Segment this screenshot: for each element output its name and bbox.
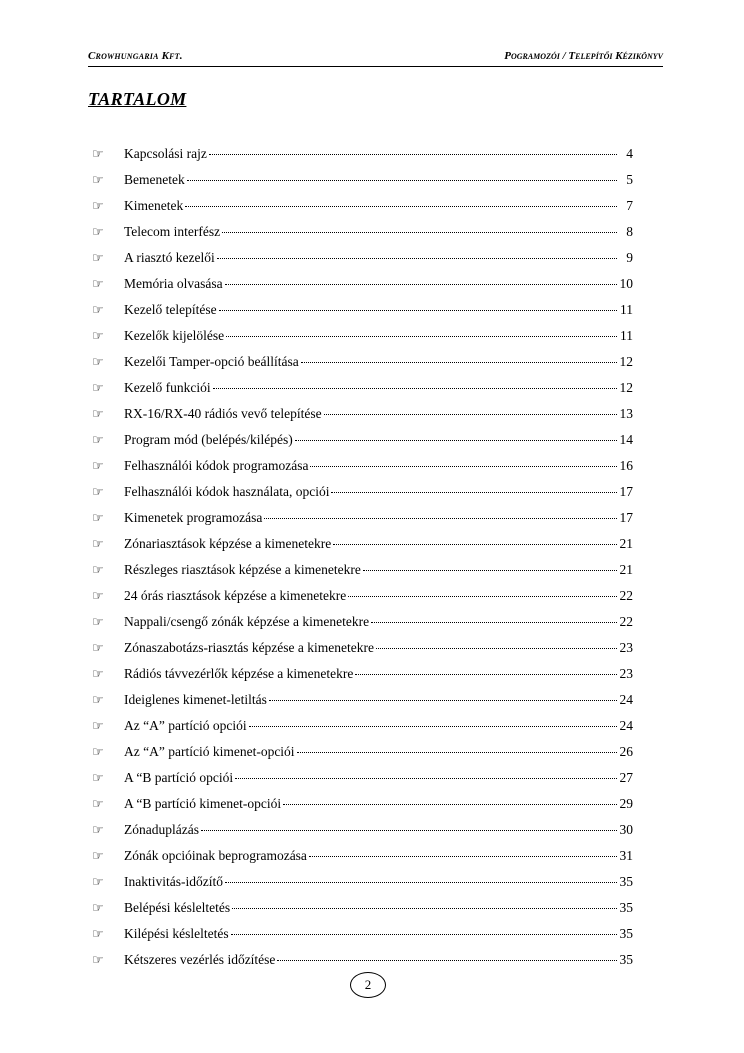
toc-line bbox=[124, 406, 633, 422]
toc-entry-label: Kezelői Tamper-opció beállítása bbox=[124, 354, 299, 369]
toc-entry-page: 35 bbox=[619, 874, 633, 889]
dot-leader bbox=[264, 517, 617, 519]
page-number: 2 bbox=[350, 972, 386, 998]
toc-line bbox=[124, 354, 633, 370]
toc-entry bbox=[92, 716, 633, 742]
toc-line bbox=[124, 718, 633, 734]
dot-leader bbox=[213, 387, 617, 389]
toc-entry bbox=[92, 768, 633, 794]
toc-entry-label: Rádiós távvezérlők képzése a kimenetekre bbox=[124, 666, 354, 681]
toc-entry bbox=[92, 170, 633, 196]
dot-leader bbox=[226, 335, 617, 337]
toc-entry bbox=[92, 612, 633, 638]
toc-entry-label: Kezelő telepítése bbox=[124, 302, 217, 317]
toc-line bbox=[124, 744, 633, 760]
toc-line bbox=[124, 432, 633, 448]
toc-entry-label: Az “A” partíció kimenet-opciói bbox=[124, 744, 295, 759]
dot-leader bbox=[363, 569, 617, 571]
pointing-hand-icon: ☞ bbox=[92, 225, 104, 240]
pointing-hand-icon: ☞ bbox=[92, 953, 104, 968]
pointing-hand-icon: ☞ bbox=[92, 797, 104, 812]
pointing-hand-icon: ☞ bbox=[92, 329, 104, 344]
toc-entry bbox=[92, 300, 633, 326]
toc-line bbox=[124, 536, 633, 552]
dot-leader bbox=[324, 413, 617, 415]
toc-entry bbox=[92, 872, 633, 898]
toc-entry-page: 23 bbox=[619, 666, 633, 681]
toc-entry-label: Az “A” partíció opciói bbox=[124, 718, 247, 733]
toc-entry-page: 35 bbox=[619, 926, 633, 941]
toc-entry bbox=[92, 846, 633, 872]
pointing-hand-icon: ☞ bbox=[92, 485, 104, 500]
page-title: TARTALOM bbox=[88, 89, 187, 109]
toc-entry-label: 24 órás riasztások képzése a kimenetekre bbox=[124, 588, 347, 603]
toc-entry bbox=[92, 352, 633, 378]
toc-entry bbox=[92, 508, 633, 534]
dot-leader bbox=[333, 543, 617, 545]
toc-entry-page: 14 bbox=[619, 432, 633, 447]
toc-line bbox=[124, 900, 633, 916]
toc-entry bbox=[92, 144, 633, 170]
toc-entry-page: 21 bbox=[619, 562, 633, 577]
toc-line bbox=[124, 822, 633, 838]
pointing-hand-icon: ☞ bbox=[92, 849, 104, 864]
pointing-hand-icon: ☞ bbox=[92, 875, 104, 890]
toc-entry bbox=[92, 794, 633, 820]
toc-entry-label: Részleges riasztások képzése a kimenetekre bbox=[124, 562, 361, 577]
toc-entry-label: Belépési késleltetés bbox=[124, 900, 231, 915]
toc-entry bbox=[92, 482, 633, 508]
toc-entry bbox=[92, 742, 633, 768]
toc-entry-label: Ideiglenes kimenet-letiltás bbox=[124, 692, 267, 707]
toc-entry-page: 29 bbox=[619, 796, 633, 811]
toc-line bbox=[124, 666, 633, 682]
dot-leader bbox=[231, 933, 617, 935]
toc-entry bbox=[92, 664, 633, 690]
toc-entry-label: A riasztó kezelői bbox=[124, 250, 215, 265]
pointing-hand-icon: ☞ bbox=[92, 407, 104, 422]
toc-entry-label: Kétszeres vezérlés időzítése bbox=[124, 952, 276, 967]
pointing-hand-icon: ☞ bbox=[92, 589, 104, 604]
toc-entry bbox=[92, 196, 633, 222]
toc-entry-label: A “B partíció opciói bbox=[124, 770, 234, 785]
pointing-hand-icon: ☞ bbox=[92, 355, 104, 370]
toc-entry-label: Kilépési késleltetés bbox=[124, 926, 229, 941]
toc-line bbox=[124, 874, 633, 890]
toc-entry-page: 12 bbox=[619, 380, 633, 395]
dot-leader bbox=[225, 283, 617, 285]
dot-leader bbox=[297, 751, 617, 753]
toc-entry-label: Zónaduplázás bbox=[124, 822, 199, 837]
pointing-hand-icon: ☞ bbox=[92, 537, 104, 552]
toc-entry-label: Kapcsolási rajz bbox=[124, 146, 207, 161]
toc-entry-label: Inaktivitás-időzítő bbox=[124, 874, 223, 889]
company-name: Crowhungaria Kft. bbox=[88, 50, 183, 62]
toc-entry-label: Kezelő funkciói bbox=[124, 380, 211, 395]
toc-entry-page: 24 bbox=[619, 718, 633, 733]
toc-entry-page: 27 bbox=[619, 770, 633, 785]
toc-entry bbox=[92, 430, 633, 456]
toc-line bbox=[124, 692, 633, 708]
toc-line bbox=[124, 848, 633, 864]
toc-entry-page: 5 bbox=[626, 172, 633, 187]
toc-entry bbox=[92, 534, 633, 560]
toc-line bbox=[124, 614, 633, 630]
toc-entry-label: Telecom interfész bbox=[124, 224, 221, 239]
pointing-hand-icon: ☞ bbox=[92, 927, 104, 942]
toc-entry-label: Kimenetek programozása bbox=[124, 510, 263, 525]
toc-entry-page: 10 bbox=[619, 276, 633, 291]
dot-leader bbox=[376, 647, 617, 649]
toc-line bbox=[124, 562, 633, 578]
dot-leader bbox=[219, 309, 617, 311]
pointing-hand-icon: ☞ bbox=[92, 381, 104, 396]
toc-line bbox=[124, 640, 633, 656]
toc-entry-page: 4 bbox=[626, 146, 633, 161]
dot-leader bbox=[269, 699, 617, 701]
dot-leader bbox=[348, 595, 617, 597]
dot-leader bbox=[309, 855, 617, 857]
toc-entry bbox=[92, 820, 633, 846]
toc-entry-label: A “B partíció kimenet-opciói bbox=[124, 796, 282, 811]
dot-leader bbox=[217, 257, 617, 259]
toc-line bbox=[124, 224, 633, 240]
dot-leader bbox=[201, 829, 617, 831]
toc-entry-page: 17 bbox=[619, 510, 633, 525]
dot-leader bbox=[295, 439, 617, 441]
dot-leader bbox=[249, 725, 617, 727]
pointing-hand-icon: ☞ bbox=[92, 641, 104, 656]
pointing-hand-icon: ☞ bbox=[92, 615, 104, 630]
toc-line bbox=[124, 328, 633, 344]
dot-leader bbox=[232, 907, 617, 909]
dot-leader bbox=[283, 803, 617, 805]
pointing-hand-icon: ☞ bbox=[92, 667, 104, 682]
toc-entry-page: 26 bbox=[619, 744, 633, 759]
dot-leader bbox=[355, 673, 617, 675]
toc-entry bbox=[92, 404, 633, 430]
pointing-hand-icon: ☞ bbox=[92, 251, 104, 266]
toc-entry bbox=[92, 222, 633, 248]
toc-entry-page: 17 bbox=[619, 484, 633, 499]
toc-line bbox=[124, 276, 633, 292]
toc-entry-page: 16 bbox=[619, 458, 633, 473]
toc-entry-page: 35 bbox=[619, 900, 633, 915]
toc-entry-page: 13 bbox=[619, 406, 633, 421]
toc-entry-page: 30 bbox=[619, 822, 633, 837]
pointing-hand-icon: ☞ bbox=[92, 693, 104, 708]
pointing-hand-icon: ☞ bbox=[92, 277, 104, 292]
dot-leader bbox=[301, 361, 617, 363]
toc-entry-page: 22 bbox=[619, 588, 633, 603]
toc-entry-page: 23 bbox=[619, 640, 633, 655]
toc-entry-page: 8 bbox=[626, 224, 633, 239]
toc-line bbox=[124, 588, 633, 604]
toc-entry bbox=[92, 690, 633, 716]
toc-line bbox=[124, 796, 633, 812]
toc-entry-page: 12 bbox=[619, 354, 633, 369]
toc-entry-page: 7 bbox=[626, 198, 633, 213]
dot-leader bbox=[371, 621, 617, 623]
toc-entry-label: Program mód (belépés/kilépés) bbox=[124, 432, 293, 447]
toc-entry-label: Zónaszabotázs-riasztás képzése a kimenetekre bbox=[124, 640, 374, 655]
toc-entry-page: 11 bbox=[620, 302, 633, 317]
toc-line bbox=[124, 302, 633, 318]
toc-entry bbox=[92, 924, 633, 950]
pointing-hand-icon: ☞ bbox=[92, 199, 104, 214]
dot-leader bbox=[187, 179, 617, 181]
dot-leader bbox=[277, 959, 617, 961]
toc-entry bbox=[92, 560, 633, 586]
toc-entry bbox=[92, 326, 633, 352]
toc-entry bbox=[92, 248, 633, 274]
pointing-hand-icon: ☞ bbox=[92, 459, 104, 474]
toc-entry-label: Zónariasztások képzése a kimenetekre bbox=[124, 536, 332, 551]
toc-entry-label: Zónák opcióinak beprogramozása bbox=[124, 848, 307, 863]
toc-entry bbox=[92, 586, 633, 612]
toc-entry-page: 24 bbox=[619, 692, 633, 707]
toc-entry-label: Kezelők kijelölése bbox=[124, 328, 225, 343]
toc-entry bbox=[92, 638, 633, 664]
toc-line bbox=[124, 484, 633, 500]
dot-leader bbox=[331, 491, 617, 493]
toc-entry-label: RX-16/RX-40 rádiós vevő telepítése bbox=[124, 406, 322, 421]
pointing-hand-icon: ☞ bbox=[92, 823, 104, 838]
toc-entry bbox=[92, 898, 633, 924]
toc-entry-label: Kimenetek bbox=[124, 198, 184, 213]
dot-leader bbox=[310, 465, 617, 467]
toc-entry-label: Felhasználói kódok használata, opciói bbox=[124, 484, 330, 499]
toc-line bbox=[124, 770, 633, 786]
toc-line bbox=[124, 458, 633, 474]
toc-entry-page: 11 bbox=[620, 328, 633, 343]
pointing-hand-icon: ☞ bbox=[92, 745, 104, 760]
toc-entry-label: Nappali/csengő zónák képzése a kimenetekre bbox=[124, 614, 370, 629]
toc-line bbox=[124, 380, 633, 396]
pointing-hand-icon: ☞ bbox=[92, 901, 104, 916]
toc-entry-label: Memória olvasása bbox=[124, 276, 223, 291]
toc-entry-label: Bemenetek bbox=[124, 172, 185, 187]
toc-line bbox=[124, 198, 633, 214]
toc-entry-page: 21 bbox=[619, 536, 633, 551]
toc-line bbox=[124, 952, 633, 968]
toc-entry bbox=[92, 456, 633, 482]
page-header bbox=[88, 46, 663, 67]
toc-line bbox=[124, 146, 633, 162]
toc-entry bbox=[92, 274, 633, 300]
pointing-hand-icon: ☞ bbox=[92, 433, 104, 448]
dot-leader bbox=[185, 205, 617, 207]
toc-entry bbox=[92, 378, 633, 404]
toc-entry-page: 31 bbox=[619, 848, 633, 863]
pointing-hand-icon: ☞ bbox=[92, 303, 104, 318]
toc-line bbox=[124, 250, 633, 266]
pointing-hand-icon: ☞ bbox=[92, 719, 104, 734]
dot-leader bbox=[235, 777, 617, 779]
toc-entry-label: Felhasználói kódok programozása bbox=[124, 458, 309, 473]
table-of-contents bbox=[92, 144, 633, 976]
dot-leader bbox=[222, 231, 617, 233]
toc-line bbox=[124, 172, 633, 188]
pointing-hand-icon: ☞ bbox=[92, 147, 104, 162]
toc-entry-page: 9 bbox=[626, 250, 633, 265]
toc-line bbox=[124, 510, 633, 526]
toc-entry-page: 22 bbox=[619, 614, 633, 629]
dot-leader bbox=[209, 153, 617, 155]
toc-line bbox=[124, 926, 633, 942]
pointing-hand-icon: ☞ bbox=[92, 173, 104, 188]
toc-entry-page: 35 bbox=[619, 952, 633, 967]
pointing-hand-icon: ☞ bbox=[92, 563, 104, 578]
dot-leader bbox=[225, 881, 617, 883]
document-title: Pogramozói / Telepítői Kézikönyv bbox=[504, 50, 663, 62]
pointing-hand-icon: ☞ bbox=[92, 511, 104, 526]
pointing-hand-icon: ☞ bbox=[92, 771, 104, 786]
